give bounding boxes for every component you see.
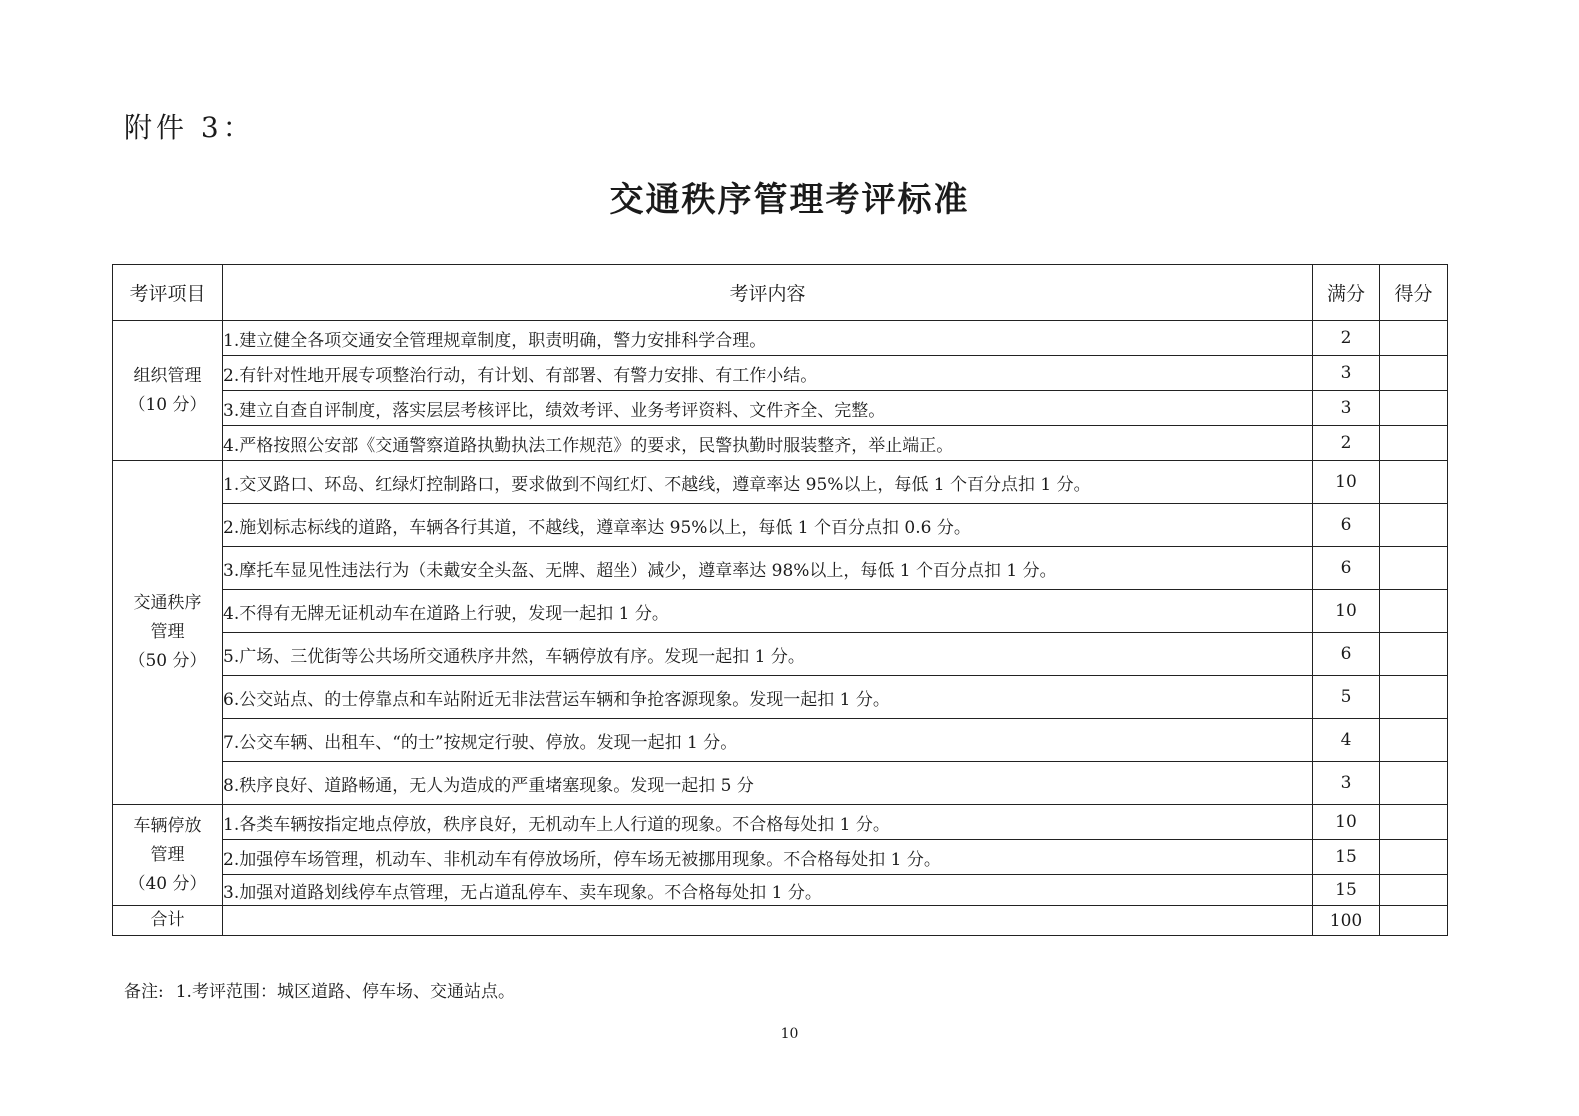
score-cell (1380, 633, 1448, 676)
table-row (113, 719, 1448, 762)
full-score: 3 (1313, 356, 1380, 391)
criterion-content: 4.不得有无牌无证机动车在道路上行驶，发现一起扣 1 分。 (223, 590, 1313, 633)
score-cell (1380, 504, 1448, 547)
table-row (113, 676, 1448, 719)
category-organization (113, 321, 223, 461)
score-cell (1380, 840, 1448, 875)
table-row (113, 547, 1448, 590)
total-score-cell (1380, 906, 1448, 936)
score-cell (1380, 676, 1448, 719)
table-row (113, 762, 1448, 805)
criterion-content: 8.秩序良好、道路畅通，无人为造成的严重堵塞现象。发现一起扣 5 分 (223, 762, 1313, 805)
criterion-content: 3.加强对道路划线停车点管理，无占道乱停车、卖车现象。不合格每处扣 1 分。 (223, 875, 1313, 906)
full-score: 4 (1313, 719, 1380, 762)
full-score: 6 (1313, 547, 1380, 590)
score-cell (1380, 719, 1448, 762)
attachment-label: 附件 3： (124, 111, 255, 144)
full-score: 3 (1313, 762, 1380, 805)
score-cell (1380, 426, 1448, 461)
criterion-content: 1.建立健全各项交通安全管理规章制度，职责明确，警力安排科学合理。 (223, 321, 1313, 356)
category-name-line1: 交通秩序 (133, 593, 202, 613)
score-cell (1380, 321, 1448, 356)
table-row (113, 633, 1448, 676)
table-row (113, 805, 1448, 840)
criterion-content: 4.严格按照公安部《交通警察道路执勤执法工作规范》的要求，民警执勤时服装整齐，举止端正。 (223, 426, 1313, 461)
table-row (113, 504, 1448, 547)
criterion-content: 3.摩托车显见性违法行为（未戴安全头盔、无牌、超坐）减少，遵章率达 98%以上，每低 1 个百分点扣 1 分。 (223, 547, 1313, 590)
full-score: 10 (1313, 805, 1380, 840)
category-traffic-order (113, 461, 223, 805)
header-content: 考评内容 (223, 265, 1313, 321)
table-row (113, 875, 1448, 906)
total-full-score: 100 (1313, 906, 1380, 936)
criterion-content: 5.广场、三优街等公共场所交通秩序井然，车辆停放有序。发现一起扣 1 分。 (223, 633, 1313, 676)
full-score: 5 (1313, 676, 1380, 719)
category-vehicle-parking (113, 805, 223, 906)
category-points: （50 分） (128, 651, 207, 671)
table-row (113, 461, 1448, 504)
score-cell (1380, 461, 1448, 504)
full-score: 15 (1313, 840, 1380, 875)
header-category: 考评项目 (113, 265, 223, 321)
page-number: 10 (780, 1026, 799, 1042)
full-score: 2 (1313, 321, 1380, 356)
table-row (113, 426, 1448, 461)
category-points: （10 分） (128, 394, 207, 415)
category-name-line2: 管理 (150, 844, 185, 865)
criterion-content: 7.公交车辆、出租车、“的士”按规定行驶、停放。发现一起扣 1 分。 (223, 719, 1313, 762)
full-score: 10 (1313, 461, 1380, 504)
full-score: 2 (1313, 426, 1380, 461)
note-text: 1.考评范围：城区道路、停车场、交通站点。 (175, 982, 515, 1002)
category-name-line2: 管理 (150, 622, 185, 642)
criterion-content: 2.有针对性地开展专项整治行动，有计划、有部署、有警力安排、有工作小结。 (223, 356, 1313, 391)
category-name: 组织管理 (133, 365, 202, 386)
full-score: 6 (1313, 504, 1380, 547)
total-row (113, 906, 1448, 936)
full-score: 6 (1313, 633, 1380, 676)
criteria-table (112, 264, 1448, 936)
category-name-line1: 车辆停放 (133, 815, 202, 836)
note-label: 备注: (124, 982, 164, 1002)
header-score: 得分 (1380, 265, 1448, 321)
score-cell (1380, 590, 1448, 633)
score-cell (1380, 805, 1448, 840)
score-cell (1380, 875, 1448, 906)
criterion-content: 3.建立自查自评制度，落实层层考核评比，绩效考评、业务考评资料、文件齐全、完整。 (223, 391, 1313, 426)
score-cell (1380, 762, 1448, 805)
total-content-cell (223, 906, 1313, 936)
table-header-row (113, 265, 1448, 321)
criterion-content: 2.加强停车场管理，机动车、非机动车有停放场所，停车场无被挪用现象。不合格每处扣 1 分。 (223, 840, 1313, 875)
table-row (113, 391, 1448, 426)
full-score: 15 (1313, 875, 1380, 906)
table-row (113, 356, 1448, 391)
footnote (124, 977, 515, 1002)
criterion-content: 6.公交站点、的士停靠点和车站附近无非法营运车辆和争抢客源现象。发现一起扣 1 分。 (223, 676, 1313, 719)
criterion-content: 1.各类车辆按指定地点停放，秩序良好，无机动车上人行道的现象。不合格每处扣 1 分。 (223, 805, 1313, 840)
score-cell (1380, 356, 1448, 391)
full-score: 3 (1313, 391, 1380, 426)
total-label: 合计 (113, 906, 223, 936)
table-row (113, 321, 1448, 356)
score-cell (1380, 547, 1448, 590)
table-row (113, 840, 1448, 875)
criterion-content: 1.交叉路口、环岛、红绿灯控制路口，要求做到不闯红灯、不越线，遵章率达 95%以上，每低 1 个百分点扣 1 分。 (223, 461, 1313, 504)
full-score: 10 (1313, 590, 1380, 633)
category-points: （40 分） (128, 873, 207, 894)
header-full-score: 满分 (1313, 265, 1380, 321)
criterion-content: 2.施划标志标线的道路，车辆各行其道，不越线，遵章率达 95%以上，每低 1 个百分点扣 0.6 分。 (223, 504, 1313, 547)
table-row (113, 590, 1448, 633)
document-title: 交通秩序管理考评标准 (609, 180, 970, 220)
score-cell (1380, 391, 1448, 426)
